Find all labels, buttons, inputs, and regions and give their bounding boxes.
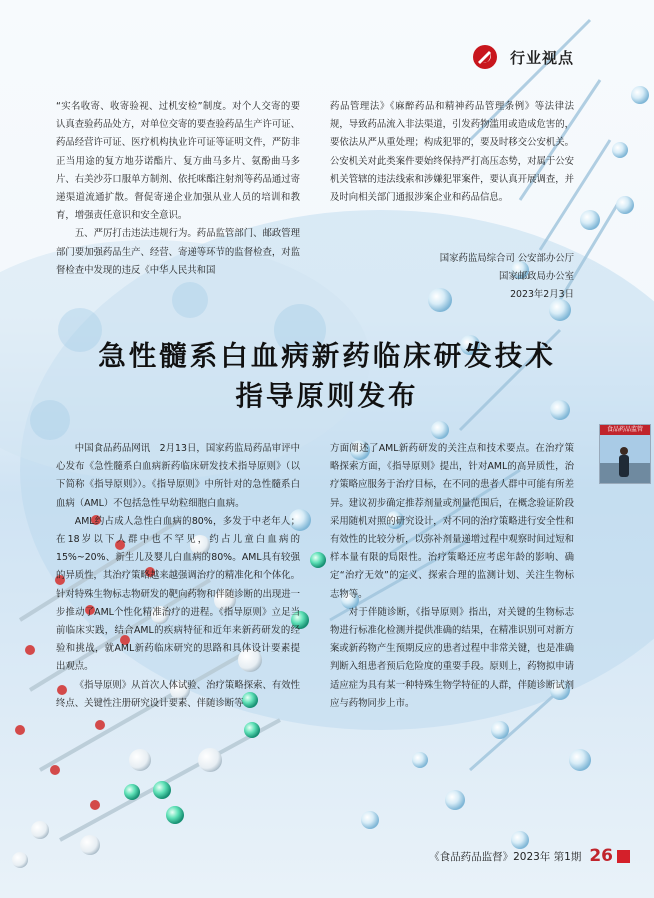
continued-text-left <box>56 98 300 280</box>
paragraph: 药品管理法》《麻醉药品和精神药品管理条例》等法律法规，导致药品流入非法渠道，引发药物滥用或造成危害的，要依法从严从重处理；构成犯罪的，要及时移交公安机关。公安机关对此类案件要始终保持严打高压态势，对属于公安机关管辖的违法线索和涉嫌犯罪案件，要认真开展调查，并及时向相关部门通报涉案企业和药品信息。 <box>330 101 574 204</box>
page-footer <box>300 846 630 866</box>
page-number: 26 <box>589 846 613 866</box>
continued-text-right <box>330 98 574 207</box>
paragraph: 中国食品药品网讯 2月13日，国家药监局药品审评中心发布《急性髓系白血病新药临床研发技术指导原则》（以下简称《指导原则》）。《指导原则》中所针对的急性髓系白血病（AML）不包括急性早幼粒细胞白血病。 <box>56 443 300 509</box>
signature-line: 国家药监局综合司 公安部办公厅 <box>439 253 574 264</box>
person-photo-icon <box>600 435 650 483</box>
side-photo <box>599 424 651 484</box>
section-header <box>0 36 654 74</box>
page-marker-square <box>617 850 630 863</box>
paragraph: AML约占成人急性白血病的80%，多发于中老年人；在18岁以下人群中也不罕见，约占儿童白血病的15%~20%、新生儿及婴儿白血病的80%。AML具有较强的异质性，其治疗策略越来越强调治疗的精准化和个体化。针对特殊生物标志物研发的靶向药物和伴随诊断的出现进一步推动了AML个性化精准治疗的进程。《指导原则》立足当前临床实践，结合AML的疾病特征和近年来新药研发的经验和挑战，就AML新药临床研究的思路和具体设计要素提出观点。 <box>56 515 300 673</box>
article-title <box>0 336 654 416</box>
journal-issue: 《食品药品监督》2023年 第1期 <box>429 850 582 863</box>
section-title: 行业视点 <box>510 48 575 67</box>
paragraph: 对于伴随诊断，《指导原则》指出，对关键的生物标志物进行标准化检测并提供准确的结果，在精准识别可对新方案或新药物产生预期反应的患者过程中非常关键，也是准确判断入组患者预后危险度的重要手段。原则上，药物拟申请适应症为具有某一种特殊生物学特征的人群，伴随诊断试剂应与药物同步上市。 <box>330 606 574 709</box>
article-body-right <box>330 440 574 713</box>
article-title-line1: 急性髓系白血病新药临床研发技术 <box>98 340 556 372</box>
signature-line: 国家邮政局办公室 <box>498 271 574 283</box>
paragraph: 五、严厉打击违法违规行为。药品监管部门、邮政管理部门要加强药品生产、经营、寄递等环节的监督检查，对监督检查中发现的违反《中华人民共和国 <box>56 228 300 276</box>
paragraph: 方面阐述了AML新药研发的关注点和技术要点。在治疗策略探索方面，《指导原则》提出，针对AML的高异质性，治疗策略应服务于治疗目标，在不同的患者人群中可能有所差异。建议初步确定推荐剂量或剂量范围后，在概念验证阶段采用随机对照的研究设计，对不同的治疗策略进行安全性和有效性的比较分析，以弥补剂量递增过程中观察时间过短和样本量有限的局限性。治疗策略还应考虑年龄的影响、确定“治疗无效”的定义、探索合理的监测计划、关注生物标志物等。 <box>330 443 574 600</box>
side-photo-label: 食品药品监管 <box>600 425 650 435</box>
section-badge <box>470 44 574 70</box>
signature-date: 2023年2月3日 <box>510 289 574 301</box>
article-title-line2: 指导原则发布 <box>235 380 419 412</box>
notice-signature <box>330 250 574 305</box>
paragraph: “实名收寄、收寄验视、过机安检”制度。对个人交寄的要认真查验药品处方，对单位交寄的要查验药品生产许可证、药品经营许可证、医疗机构执业许可证等证明文件，严防非正当用途的复方地芬诺酯片、复方曲马多片、氨酚曲马多片、右美沙芬口服单方制剂、依托咪酯注射剂等药品通过寄递渠道流通扩散。督促寄递企业加强从业人员的培训和教育，增强责任意识和安全意识。 <box>56 101 300 222</box>
article-body-left <box>56 440 300 713</box>
paragraph: 《指导原则》从首次人体试验、治疗策略探索、有效性终点、关键性注册研究设计要素、伴随诊断等 <box>56 679 300 709</box>
party-emblem-icon <box>470 44 500 70</box>
